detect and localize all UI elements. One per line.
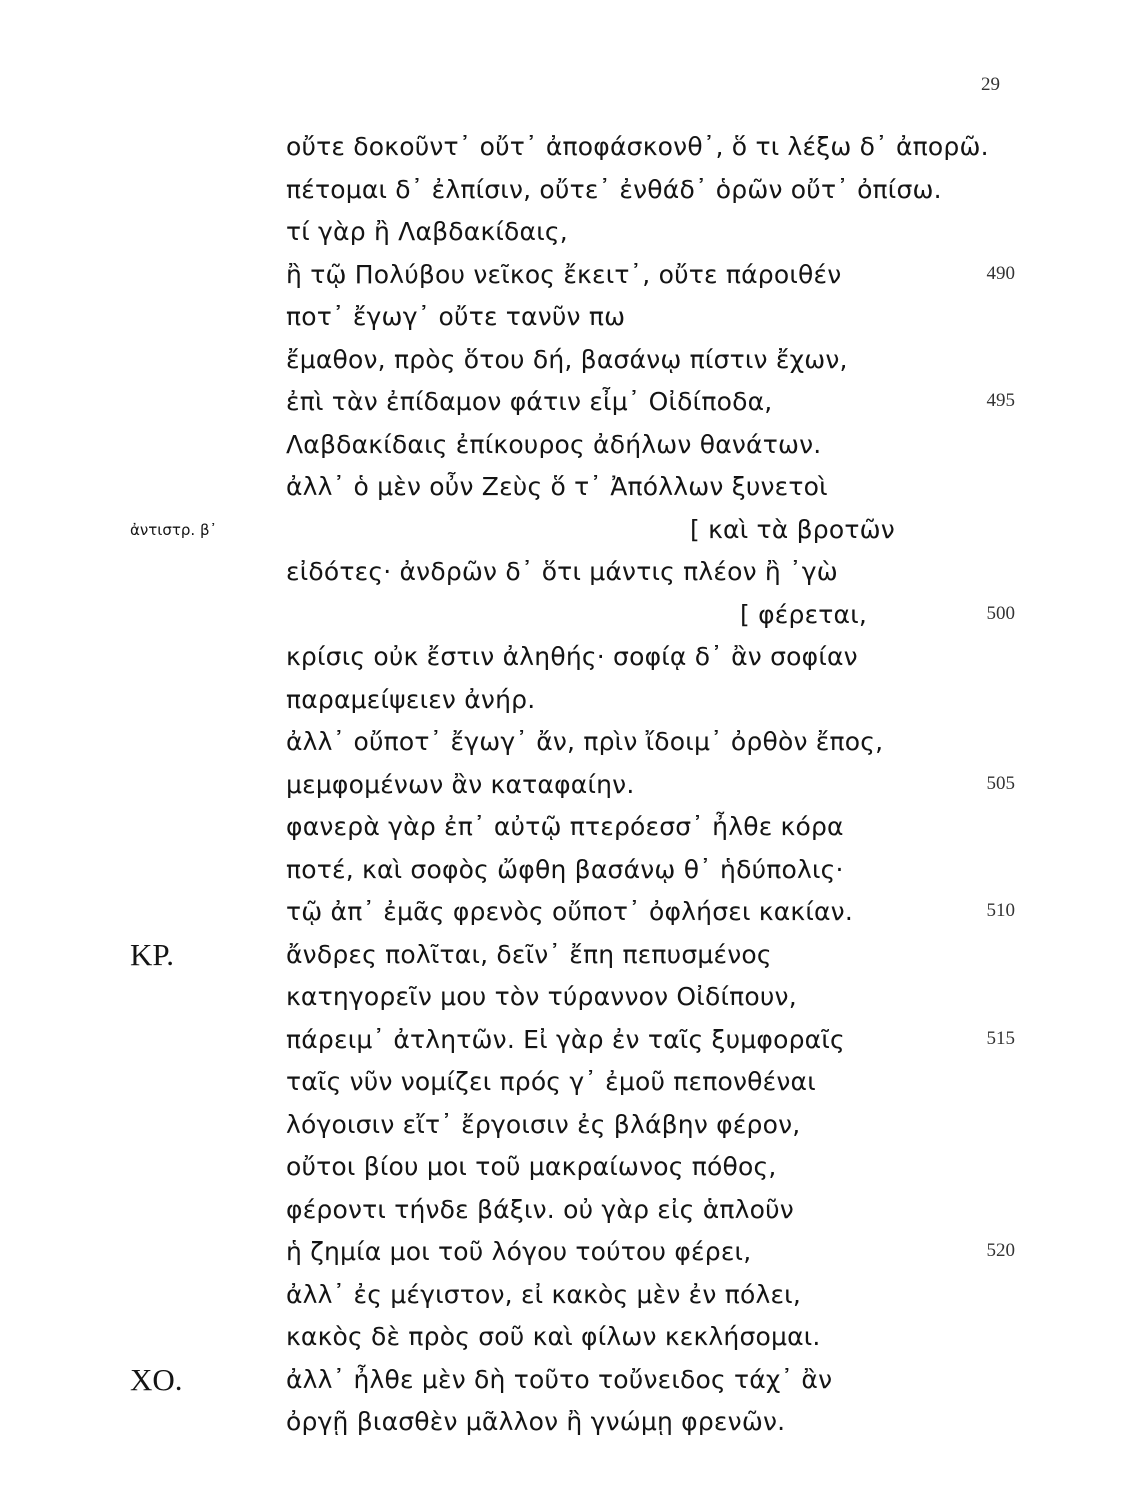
verse-text: ὀργῇ βιασθὲν μᾶλλον ἢ γνώμῃ φρενῶν.	[286, 1407, 786, 1436]
verse-line	[0, 256, 1146, 294]
verse-text: φέροντι τήνδε βάξιν. οὐ γὰρ εἰς ἁπλοῦν	[286, 1195, 794, 1224]
verse-text: παραμείψειεν ἀνήρ.	[286, 685, 536, 714]
verse-line	[0, 1191, 1146, 1229]
verse-text: τί γὰρ ἢ Λαβδακίδαις,	[286, 217, 568, 246]
verse-line	[0, 808, 1146, 846]
verse-text: οὔτε δοκοῦντ᾽ οὔτ᾽ ἀποφάσκονθ᾽, ὅ τι λέξω δ᾽ ἀπορῶ.	[286, 132, 989, 161]
verse-text: ἢ τῷ Πολύβου νεῖκος ἔκειτ᾽, οὔτε πάροιθέν	[286, 260, 842, 289]
page-number: 29	[981, 74, 1000, 95]
verse-line	[0, 978, 1146, 1016]
verse-line	[0, 936, 1146, 974]
speaker-label: ΧΟ.	[130, 1362, 183, 1397]
line-number: 500	[986, 603, 1015, 624]
line-number: 510	[986, 900, 1015, 921]
verse-text: φανερὰ γὰρ ἐπ᾽ αὐτῷ πτερόεσσ᾽ ἦλθε κόρα	[286, 812, 844, 841]
verse-line	[0, 766, 1146, 804]
verse-text: κατηγορεῖν μου τὸν τύραννον Οἰδίπουν,	[286, 982, 797, 1011]
verse-line	[0, 893, 1146, 931]
verse-line	[0, 1361, 1146, 1399]
verse-line	[0, 1403, 1146, 1441]
line-number: 490	[986, 263, 1015, 284]
strophe-note: ἀντιστρ. β᾽	[130, 521, 218, 539]
verse-line	[0, 596, 1146, 634]
verse-line	[0, 213, 1146, 251]
verse-text: κακὸς δὲ πρὸς σοῦ καὶ φίλων κεκλήσομαι.	[286, 1322, 821, 1351]
verse-text: μεμφομένων ἂν καταφαίην.	[286, 770, 635, 799]
verse-line	[0, 1021, 1146, 1059]
verse-text: οὔτοι βίου μοι τοῦ μακραίωνος πόθος,	[286, 1152, 777, 1181]
verse-line	[0, 341, 1146, 379]
verse-text: [ φέρεται,	[740, 600, 868, 629]
speaker-label: ΚΡ.	[130, 937, 174, 972]
verse-text: πάρειμ᾽ ἀτλητῶν. Εἰ γὰρ ἐν ταῖς ξυμφοραῖς	[286, 1025, 845, 1054]
verse-line	[0, 298, 1146, 336]
verse-text: [ καὶ τὰ βροτῶν	[690, 515, 895, 544]
verse-text: ἐπὶ τὰν ἐπίδαμον φάτιν εἶμ᾽ Οἰδίποδα,	[286, 387, 773, 416]
verse-text: ἄνδρες πολῖται, δεῖν᾽ ἔπη πεπυσμένος	[286, 940, 772, 969]
verse-text: ἀλλ᾽ οὔποτ᾽ ἔγωγ᾽ ἄν, πρὶν ἴδοιμ᾽ ὀρθὸν ἔπος,	[286, 727, 884, 756]
line-number: 515	[986, 1028, 1015, 1049]
line-number: 505	[986, 773, 1015, 794]
verse-text: πέτομαι δ᾽ ἐλπίσιν, οὔτε᾽ ἐνθάδ᾽ ὁρῶν οὔτ᾽ ὀπίσω.	[286, 175, 942, 204]
verse-text: ἀλλ᾽ ἐς μέγιστον, εἰ κακὸς μὲν ἐν πόλει,	[286, 1280, 801, 1309]
verse-text: τῷ ἀπ᾽ ἐμᾶς φρενὸς οὔποτ᾽ ὀφλήσει κακίαν.	[286, 897, 853, 926]
verse-line	[0, 851, 1146, 889]
verse-line	[0, 468, 1146, 506]
verse-line	[0, 426, 1146, 464]
verse-text: λόγοισιν εἴτ᾽ ἔργοισιν ἐς βλάβην φέρον,	[286, 1110, 801, 1139]
verse-line	[0, 681, 1146, 719]
verse-line	[0, 1063, 1146, 1101]
verse-text: ταῖς νῦν νομίζει πρός γ᾽ ἐμοῦ πεπονθέναι	[286, 1067, 816, 1096]
verse-text: ἀλλ᾽ ὁ μὲν οὖν Ζεὺς ὅ τ᾽ Ἀπόλλων ξυνετοὶ	[286, 472, 828, 501]
verse-line	[0, 1276, 1146, 1314]
verse-line	[0, 1233, 1146, 1271]
verse-line	[0, 1148, 1146, 1186]
verse-line	[0, 511, 1146, 549]
verse-text: ἡ ζημία μοι τοῦ λόγου τούτου φέρει,	[286, 1237, 752, 1266]
verse-text: κρίσις οὐκ ἔστιν ἀληθής· σοφίᾳ δ᾽ ἂν σοφίαν	[286, 642, 858, 671]
verse-line	[0, 553, 1146, 591]
verse-line	[0, 723, 1146, 761]
verse-text: ποτ᾽ ἔγωγ᾽ οὔτε τανῦν πω	[286, 302, 626, 331]
line-number: 495	[986, 390, 1015, 411]
verse-line	[0, 171, 1146, 209]
verse-text: ἔμαθον, πρὸς ὅτου δή, βασάνῳ πίστιν ἔχων,	[286, 345, 848, 374]
verse-line	[0, 638, 1146, 676]
verse-line	[0, 1106, 1146, 1144]
line-number: 520	[986, 1240, 1015, 1261]
verse-line	[0, 383, 1146, 421]
verse-text: ποτέ, καὶ σοφὸς ὤφθη βασάνῳ θ᾽ ἡδύπολις·	[286, 855, 844, 884]
verse-text: ἀλλ᾽ ἦλθε μὲν δὴ τοῦτο τοὔνειδος τάχ᾽ ἂν	[286, 1365, 833, 1394]
verse-text: Λαβδακίδαις ἐπίκουρος ἀδήλων θανάτων.	[286, 430, 822, 459]
verse-line	[0, 128, 1146, 166]
verse-text: εἰδότες· ἀνδρῶν δ᾽ ὅτι μάντις πλέον ἢ ᾽γὼ	[286, 557, 838, 586]
verse-line	[0, 1318, 1146, 1356]
